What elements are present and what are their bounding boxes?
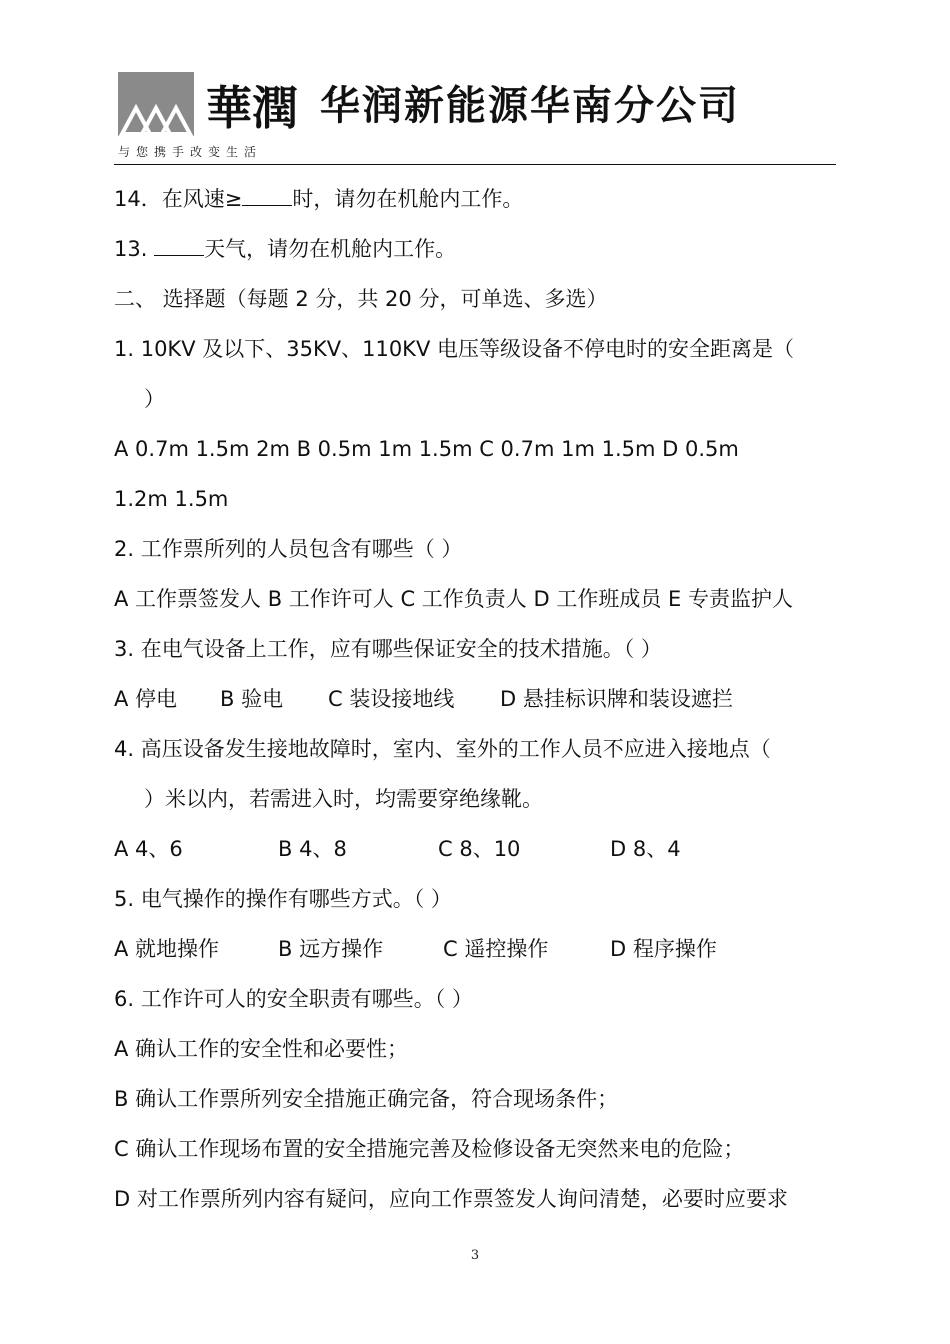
svg-text:華潤: 華潤 [206,81,298,135]
option-b: B 验电 [220,687,284,711]
question-4-options [114,824,844,874]
question-3: 3. 在电气设备上工作，应有哪些保证安全的技术措施。（ ） [114,637,662,661]
option-d: D 程序操作 [610,937,717,961]
cr-logo-icon [118,72,194,136]
option-a: A 4、6 [114,837,183,861]
question-text: 时，请勿在机舱内工作。 [292,187,524,211]
question-text: 天气，请勿在机舱内工作。 [204,237,457,261]
question-6: 6. 工作许可人的安全职责有哪些。（ ） [114,987,473,1011]
section-heading: 二、 选择题（每题 2 分，共 20 分，可单选、多选） [114,287,608,311]
header-divider [114,164,836,165]
page-number: 3 [470,1248,480,1263]
question-2: 2. 工作票所列的人员包含有哪些（ ） [114,537,463,561]
question-6-option-c: C 确认工作现场布置的安全措施完善及检修设备无突然来电的危险； [114,1137,745,1161]
option-c: C 遥控操作 [443,937,549,961]
question-1-continued: ） [144,387,165,411]
question-14 [114,174,844,224]
brand-calligraphy-logo [202,70,302,140]
option-a: A 停电 [114,687,178,711]
option-c: C 装设接地线 [328,687,455,711]
question-6-option-a: A 确认工作的安全性和必要性； [114,1037,409,1061]
question-3-options [114,674,844,724]
option-a: A 就地操作 [114,937,220,961]
question-1-options-continued: 1.2m 1.5m [114,487,229,511]
question-4: 4. 高压设备发生接地故障时，室内、室外的工作人员不应进入接地点（ [114,737,771,761]
slogan: 与您携手改变生活 [118,145,263,159]
question-6-option-b: B 确认工作票所列安全措施正确完备，符合现场条件； [114,1087,619,1111]
question-text: 14．在风速≥ [114,187,243,211]
fill-blank [154,237,204,256]
question-6-option-d: D 对工作票所列内容有疑问，应向工作票签发人询问清楚，必要时应要求 [114,1187,788,1211]
question-4-continued: ）米以内，若需进入时，均需要穿绝缘靴。 [144,787,543,811]
company-name: 华润新能源华南分公司 [320,83,740,129]
question-13 [114,224,844,274]
question-text: 13. [114,237,155,261]
question-1: 1. 10KV 及以下、35KV、110KV 电压等级设备不停电时的安全距离是（ [114,337,794,361]
option-d: D 8、4 [610,837,681,861]
option-b: B 4、8 [278,837,347,861]
document-body [114,174,844,1224]
question-1-options: A 0.7m 1.5m 2m B 0.5m 1m 1.5m C 0.7m 1m 1.5m D 0.5m [114,437,739,461]
question-2-options: A 工作票签发人 B 工作许可人 C 工作负责人 D 工作班成员 E 专责监护人 [114,587,793,611]
option-c: C 8、10 [438,837,521,861]
question-5-options [114,924,844,974]
option-b: B 远方操作 [278,937,384,961]
document-header [0,0,950,170]
question-5: 5. 电气操作的操作有哪些方式。（ ） [114,887,452,911]
fill-blank [242,187,292,206]
option-d: D 悬挂标识牌和装设遮拦 [500,687,733,711]
